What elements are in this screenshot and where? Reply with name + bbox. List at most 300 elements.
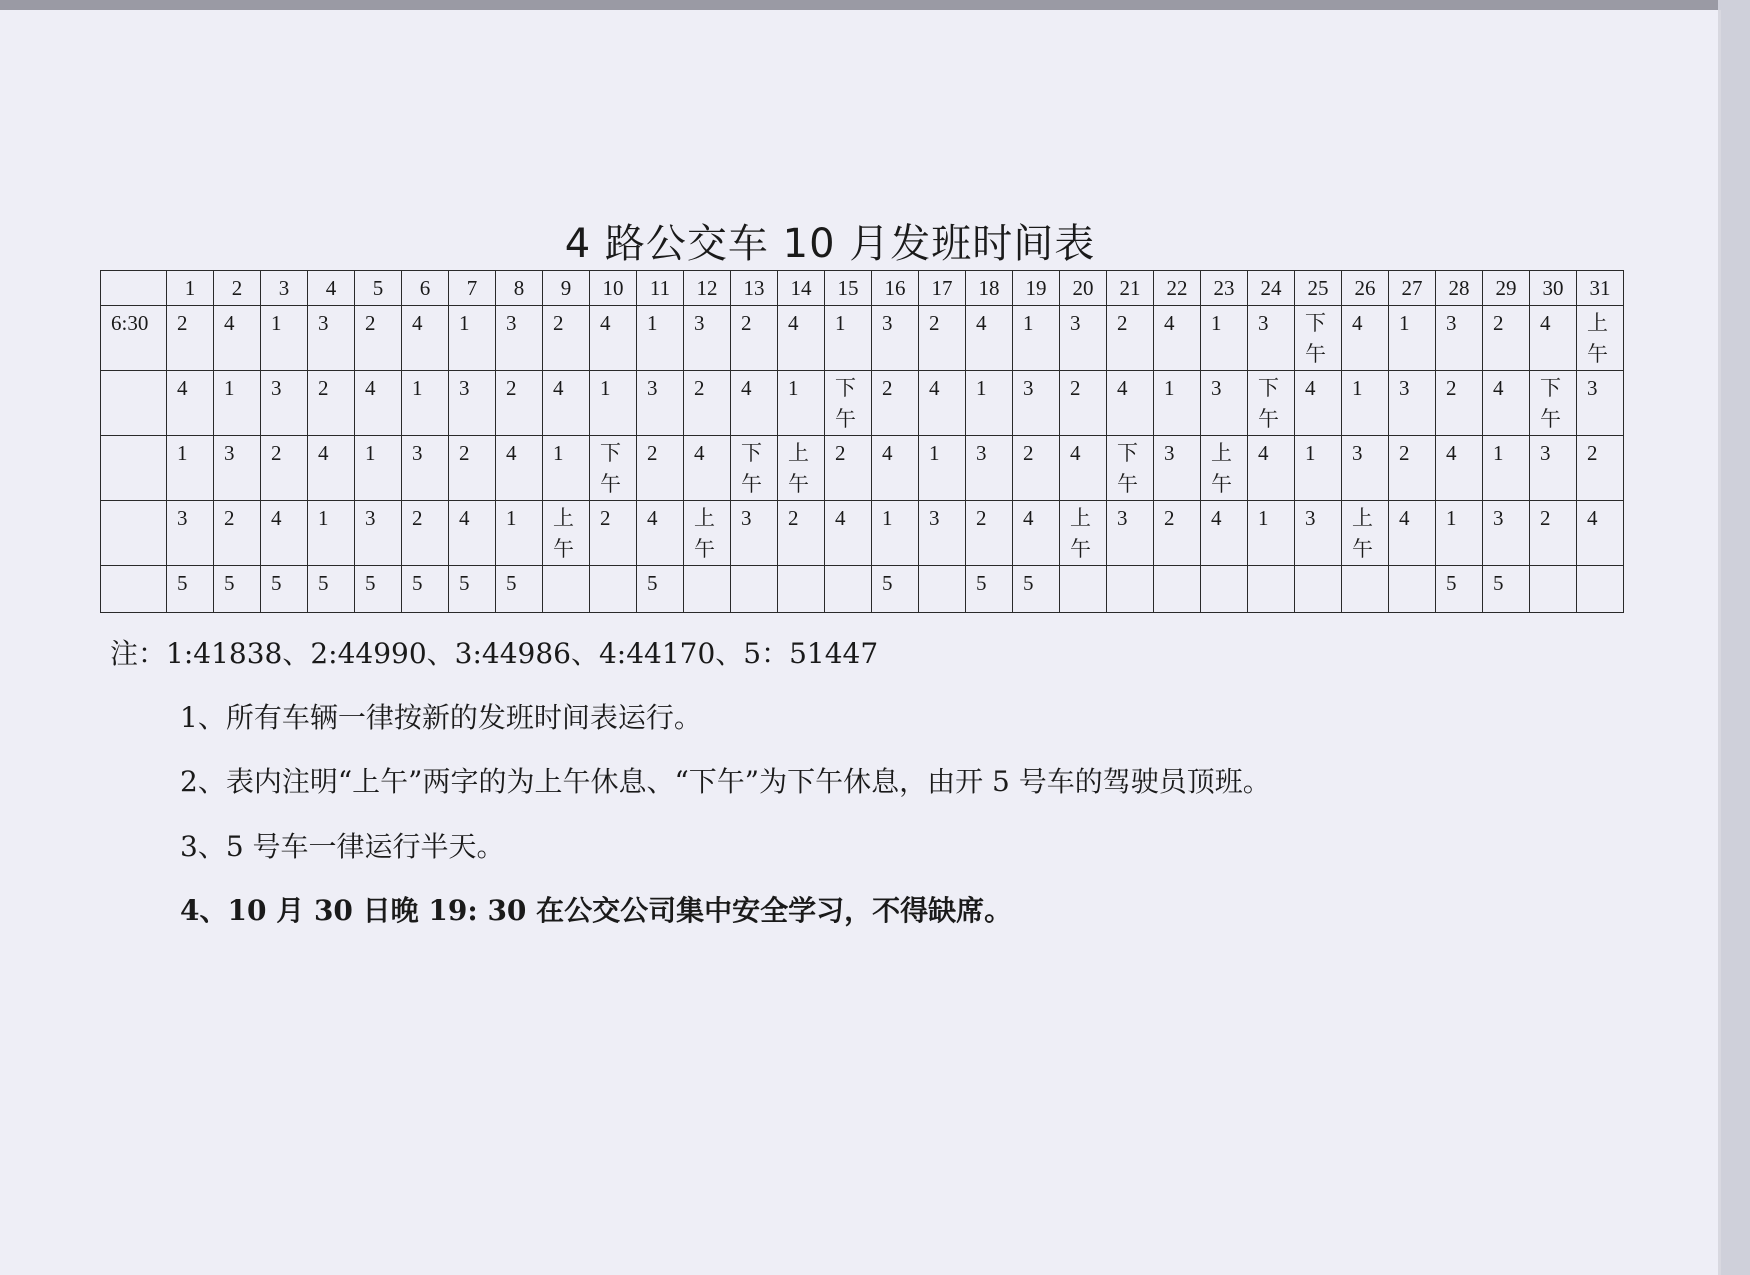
schedule-cell bbox=[1436, 306, 1483, 371]
cell-value: 2 bbox=[1493, 311, 1504, 335]
note-item-2: 2、表内注明“上午”两字的为上午休息、“下午”为下午休息，由开 5 号车的驾驶员顶班。 bbox=[180, 765, 1271, 798]
cell-value: 4 bbox=[224, 311, 235, 335]
schedule-cell bbox=[449, 436, 496, 501]
schedule-cell bbox=[1013, 501, 1060, 566]
cell-value: 3 bbox=[224, 441, 235, 465]
cell-value: 5 bbox=[365, 571, 376, 595]
schedule-cell bbox=[402, 371, 449, 436]
cell-value bbox=[1201, 566, 1247, 568]
schedule-cell bbox=[1577, 371, 1624, 436]
cell-value: 2 bbox=[929, 311, 940, 335]
day-label: 14 bbox=[790, 276, 812, 300]
schedule-cell bbox=[1342, 436, 1389, 501]
schedule-cell bbox=[637, 566, 684, 613]
schedule-cell bbox=[167, 566, 214, 613]
cell-value: 4 bbox=[835, 506, 846, 530]
schedule-cell bbox=[1154, 501, 1201, 566]
cell-value: 3 bbox=[271, 376, 282, 400]
day-label: 6 bbox=[419, 276, 431, 300]
cell-value bbox=[543, 566, 589, 568]
schedule-cell bbox=[402, 501, 449, 566]
day-header-cell bbox=[590, 271, 637, 306]
cell-value: 3 bbox=[882, 311, 893, 335]
cell-value: 5 bbox=[882, 571, 893, 595]
cell-value bbox=[731, 566, 777, 568]
cell-value: 4 bbox=[1117, 376, 1128, 400]
schedule-cell bbox=[543, 566, 590, 613]
schedule-cell bbox=[590, 306, 637, 371]
schedule-cell bbox=[1483, 371, 1530, 436]
day-label: 29 bbox=[1495, 276, 1517, 300]
schedule-cell bbox=[1060, 371, 1107, 436]
day-label: 5 bbox=[372, 276, 384, 300]
cell-value: 1 bbox=[976, 376, 987, 400]
cell-value: 1 bbox=[177, 441, 188, 465]
cell-value: 4 bbox=[1258, 441, 1269, 465]
cell-value: 1 bbox=[318, 506, 329, 530]
cell-value: 上 午 bbox=[1587, 311, 1608, 366]
schedule-cell bbox=[825, 501, 872, 566]
time-cell bbox=[101, 306, 167, 371]
schedule-cell bbox=[402, 306, 449, 371]
cell-value: 4 bbox=[553, 376, 564, 400]
day-header-row bbox=[101, 271, 1624, 306]
schedule-cell bbox=[872, 436, 919, 501]
cell-value: 1 bbox=[271, 311, 282, 335]
day-label: 26 bbox=[1354, 276, 1376, 300]
schedule-cell bbox=[1530, 501, 1577, 566]
schedule-cell bbox=[684, 306, 731, 371]
schedule-cell bbox=[496, 436, 543, 501]
schedule-cell bbox=[1436, 371, 1483, 436]
schedule-cell bbox=[308, 436, 355, 501]
cell-value: 4 bbox=[1493, 376, 1504, 400]
schedule-cell bbox=[684, 566, 731, 613]
schedule-cell bbox=[1013, 436, 1060, 501]
cell-value: 3 bbox=[929, 506, 940, 530]
cell-value: 1 bbox=[1211, 311, 1222, 335]
cell-value: 5 bbox=[459, 571, 470, 595]
schedule-cell bbox=[402, 436, 449, 501]
schedule-cell bbox=[1154, 306, 1201, 371]
day-header-cell bbox=[1201, 271, 1248, 306]
cell-value: 2 bbox=[553, 311, 564, 335]
cell-value: 3 bbox=[1211, 376, 1222, 400]
schedule-cell bbox=[1201, 371, 1248, 436]
schedule-cell bbox=[449, 371, 496, 436]
cell-value: 1 bbox=[929, 441, 940, 465]
schedule-cell bbox=[1389, 306, 1436, 371]
day-label: 21 bbox=[1119, 276, 1141, 300]
schedule-cell bbox=[1248, 371, 1295, 436]
scan-top-edge bbox=[0, 0, 1750, 10]
cell-value: 1 bbox=[1305, 441, 1316, 465]
day-label: 9 bbox=[560, 276, 572, 300]
schedule-cell bbox=[731, 436, 778, 501]
cell-value: 1 bbox=[835, 311, 846, 335]
schedule-row bbox=[101, 501, 1624, 566]
schedule-cell bbox=[778, 371, 825, 436]
cell-value: 2 bbox=[647, 441, 658, 465]
cell-value bbox=[1577, 566, 1623, 568]
cell-value: 2 bbox=[1540, 506, 1551, 530]
cell-value: 5 bbox=[1493, 571, 1504, 595]
cell-value: 4 bbox=[788, 311, 799, 335]
schedule-cell bbox=[1060, 501, 1107, 566]
cell-value: 3 bbox=[694, 311, 705, 335]
day-header-cell bbox=[1013, 271, 1060, 306]
cell-value: 5 bbox=[1023, 571, 1034, 595]
cell-value: 1 bbox=[1258, 506, 1269, 530]
schedule-cell bbox=[1107, 436, 1154, 501]
schedule-cell bbox=[1295, 566, 1342, 613]
cell-value: 4 bbox=[882, 441, 893, 465]
schedule-cell bbox=[1577, 436, 1624, 501]
cell-value: 4 bbox=[459, 506, 470, 530]
day-header-cell bbox=[637, 271, 684, 306]
cell-value: 1 bbox=[1023, 311, 1034, 335]
cell-value: 4 bbox=[1070, 441, 1081, 465]
cell-value: 4 bbox=[318, 441, 329, 465]
day-header-cell bbox=[1295, 271, 1342, 306]
cell-value: 5 bbox=[271, 571, 282, 595]
cell-value: 1 bbox=[365, 441, 376, 465]
cell-value: 上 午 bbox=[1211, 441, 1232, 496]
day-label: 3 bbox=[278, 276, 290, 300]
schedule-cell bbox=[1483, 566, 1530, 613]
schedule-cell bbox=[355, 566, 402, 613]
day-header-cell bbox=[543, 271, 590, 306]
cell-value: 1 bbox=[1446, 506, 1457, 530]
schedule-cell bbox=[1107, 306, 1154, 371]
schedule-cell bbox=[261, 371, 308, 436]
cell-value: 下 午 bbox=[1540, 376, 1561, 431]
schedule-cell bbox=[1107, 566, 1154, 613]
cell-value: 2 bbox=[1164, 506, 1175, 530]
schedule-cell bbox=[1436, 501, 1483, 566]
cell-value bbox=[1154, 566, 1200, 568]
day-header-cell bbox=[919, 271, 966, 306]
cell-value: 3 bbox=[1117, 506, 1128, 530]
schedule-cell bbox=[1483, 501, 1530, 566]
schedule-cell bbox=[637, 436, 684, 501]
schedule-cell bbox=[167, 306, 214, 371]
schedule-cell bbox=[1483, 306, 1530, 371]
cell-value: 4 bbox=[600, 311, 611, 335]
cell-value: 2 bbox=[318, 376, 329, 400]
cell-value: 3 bbox=[1305, 506, 1316, 530]
schedule-cell bbox=[966, 436, 1013, 501]
cell-value bbox=[825, 566, 871, 568]
schedule-cell bbox=[919, 436, 966, 501]
cell-value: 1 bbox=[788, 376, 799, 400]
day-label: 13 bbox=[743, 276, 765, 300]
schedule-cell bbox=[1530, 436, 1577, 501]
notes-bus-numbers: 注：1:41838、2:44990、3:44986、4:44170、5：51447 bbox=[110, 637, 879, 670]
day-header-cell bbox=[167, 271, 214, 306]
note-item-3: 3、5 号车一律运行半天。 bbox=[180, 830, 505, 863]
schedule-cell bbox=[167, 501, 214, 566]
cell-value: 2 bbox=[741, 311, 752, 335]
cell-value: 4 bbox=[976, 311, 987, 335]
cell-value bbox=[684, 566, 730, 568]
cell-value: 1 bbox=[647, 311, 658, 335]
schedule-cell bbox=[214, 306, 261, 371]
cell-value: 1 bbox=[1352, 376, 1363, 400]
day-label: 4 bbox=[325, 276, 337, 300]
schedule-cell bbox=[308, 306, 355, 371]
day-header-cell bbox=[966, 271, 1013, 306]
day-label: 27 bbox=[1401, 276, 1423, 300]
schedule-cell bbox=[1248, 436, 1295, 501]
day-header-cell bbox=[778, 271, 825, 306]
cell-value: 4 bbox=[1305, 376, 1316, 400]
note-item-1: 1、所有车辆一律按新的发班时间表运行。 bbox=[180, 701, 702, 734]
schedule-cell bbox=[1201, 436, 1248, 501]
day-header-cell bbox=[1577, 271, 1624, 306]
time-label bbox=[101, 436, 166, 438]
day-header-cell bbox=[872, 271, 919, 306]
cell-value: 2 bbox=[224, 506, 235, 530]
schedule-cell bbox=[872, 371, 919, 436]
cell-value: 3 bbox=[1587, 376, 1598, 400]
schedule-cell bbox=[355, 306, 402, 371]
cell-value: 2 bbox=[1587, 441, 1598, 465]
cell-value: 下 午 bbox=[835, 376, 856, 431]
cell-value: 1 bbox=[600, 376, 611, 400]
cell-value: 4 bbox=[694, 441, 705, 465]
cell-value: 2 bbox=[271, 441, 282, 465]
cell-value: 2 bbox=[694, 376, 705, 400]
day-header-cell bbox=[214, 271, 261, 306]
schedule-cell bbox=[1248, 306, 1295, 371]
schedule-cell bbox=[1530, 371, 1577, 436]
schedule-row bbox=[101, 306, 1624, 371]
cell-value: 1 bbox=[224, 376, 235, 400]
time-cell bbox=[101, 371, 167, 436]
day-label: 12 bbox=[696, 276, 718, 300]
schedule-cell bbox=[261, 306, 308, 371]
cell-value: 2 bbox=[1023, 441, 1034, 465]
cell-value: 4 bbox=[1446, 441, 1457, 465]
schedule-cell bbox=[731, 501, 778, 566]
cell-value: 4 bbox=[1211, 506, 1222, 530]
day-label: 24 bbox=[1260, 276, 1282, 300]
day-label: 8 bbox=[513, 276, 525, 300]
schedule-cell bbox=[1530, 306, 1577, 371]
cell-value bbox=[1295, 566, 1341, 568]
cell-value: 5 bbox=[224, 571, 235, 595]
schedule-cell bbox=[966, 566, 1013, 613]
schedule-cell bbox=[496, 371, 543, 436]
cell-value bbox=[1530, 566, 1576, 568]
cell-value: 2 bbox=[788, 506, 799, 530]
day-label: 23 bbox=[1213, 276, 1235, 300]
cell-value: 5 bbox=[506, 571, 517, 595]
cell-value: 3 bbox=[1352, 441, 1363, 465]
schedule-cell bbox=[731, 306, 778, 371]
day-header-cell bbox=[308, 271, 355, 306]
schedule-cell bbox=[449, 566, 496, 613]
schedule-cell bbox=[1201, 501, 1248, 566]
day-header-cell bbox=[731, 271, 778, 306]
schedule-cell bbox=[1107, 371, 1154, 436]
day-header-cell bbox=[1248, 271, 1295, 306]
schedule-cell bbox=[1342, 371, 1389, 436]
day-header-cell bbox=[1530, 271, 1577, 306]
cell-value: 3 bbox=[647, 376, 658, 400]
day-header-cell bbox=[402, 271, 449, 306]
cell-value: 4 bbox=[365, 376, 376, 400]
schedule-cell bbox=[1248, 501, 1295, 566]
schedule-cell bbox=[684, 436, 731, 501]
cell-value: 5 bbox=[318, 571, 329, 595]
cell-value: 1 bbox=[882, 506, 893, 530]
time-label bbox=[101, 566, 166, 568]
day-label: 31 bbox=[1589, 276, 1611, 300]
schedule-cell bbox=[1389, 436, 1436, 501]
time-cell bbox=[101, 501, 167, 566]
schedule-cell bbox=[1013, 306, 1060, 371]
day-header-cell bbox=[496, 271, 543, 306]
cell-value bbox=[1248, 566, 1294, 568]
schedule-cell bbox=[919, 566, 966, 613]
cell-value: 2 bbox=[1070, 376, 1081, 400]
schedule-cell bbox=[778, 501, 825, 566]
cell-value bbox=[590, 566, 636, 568]
schedule-cell bbox=[825, 306, 872, 371]
scan-right-edge bbox=[1718, 0, 1750, 1275]
cell-value: 2 bbox=[459, 441, 470, 465]
schedule-cell bbox=[731, 371, 778, 436]
cell-value: 4 bbox=[647, 506, 658, 530]
day-label: 16 bbox=[884, 276, 906, 300]
cell-value: 3 bbox=[1493, 506, 1504, 530]
cell-value bbox=[1342, 566, 1388, 568]
schedule-row bbox=[101, 436, 1624, 501]
schedule-cell bbox=[919, 371, 966, 436]
cell-value: 2 bbox=[506, 376, 517, 400]
cell-value: 4 bbox=[1587, 506, 1598, 530]
cell-value: 下 午 bbox=[1117, 441, 1138, 496]
cell-value: 2 bbox=[365, 311, 376, 335]
schedule-cell bbox=[966, 371, 1013, 436]
cell-value: 3 bbox=[1023, 376, 1034, 400]
cell-value: 3 bbox=[1164, 441, 1175, 465]
cell-value: 下 午 bbox=[600, 441, 621, 496]
cell-value: 4 bbox=[177, 376, 188, 400]
day-header-cell bbox=[1154, 271, 1201, 306]
cell-value: 5 bbox=[976, 571, 987, 595]
cell-value: 5 bbox=[1446, 571, 1457, 595]
schedule-cell bbox=[1060, 436, 1107, 501]
cell-value: 4 bbox=[412, 311, 423, 335]
cell-value: 3 bbox=[1258, 311, 1269, 335]
cell-value: 下 午 bbox=[1305, 311, 1326, 366]
time-label bbox=[101, 371, 166, 373]
schedule-cell bbox=[355, 501, 402, 566]
day-label: 28 bbox=[1448, 276, 1470, 300]
cell-value: 1 bbox=[506, 506, 517, 530]
day-label: 18 bbox=[978, 276, 1000, 300]
schedule-cell bbox=[825, 436, 872, 501]
schedule-cell bbox=[496, 306, 543, 371]
schedule-cell bbox=[1436, 566, 1483, 613]
schedule-cell bbox=[684, 501, 731, 566]
cell-value: 上 午 bbox=[788, 441, 809, 496]
time-label: 6:30 bbox=[111, 311, 149, 335]
cell-value: 上 午 bbox=[553, 506, 574, 561]
cell-value: 3 bbox=[506, 311, 517, 335]
schedule-cell bbox=[590, 371, 637, 436]
time-label bbox=[101, 501, 166, 503]
day-header-cell bbox=[355, 271, 402, 306]
cell-value: 上 午 bbox=[1070, 506, 1091, 561]
schedule-cell bbox=[1295, 501, 1342, 566]
cell-value: 3 bbox=[318, 311, 329, 335]
cell-value bbox=[1060, 566, 1106, 568]
cell-value: 5 bbox=[412, 571, 423, 595]
day-header-cell bbox=[1342, 271, 1389, 306]
cell-value: 下 午 bbox=[741, 441, 762, 496]
schedule-cell bbox=[872, 566, 919, 613]
schedule-cell bbox=[355, 436, 402, 501]
day-label: 17 bbox=[931, 276, 953, 300]
schedule-cell bbox=[637, 306, 684, 371]
day-label: 20 bbox=[1072, 276, 1094, 300]
schedule-cell bbox=[543, 371, 590, 436]
cell-value: 2 bbox=[1399, 441, 1410, 465]
schedule-cell bbox=[1295, 306, 1342, 371]
note-item-4: 4、10 月 30 日晚 19: 30 在公交公司集中安全学习，不得缺席。 bbox=[180, 894, 1013, 927]
cell-value: 1 bbox=[1164, 376, 1175, 400]
schedule-cell bbox=[214, 371, 261, 436]
schedule-cell bbox=[1577, 306, 1624, 371]
day-label: 30 bbox=[1542, 276, 1564, 300]
day-header-cell bbox=[1436, 271, 1483, 306]
schedule-cell bbox=[496, 566, 543, 613]
cell-value: 3 bbox=[1446, 311, 1457, 335]
schedule-row bbox=[101, 566, 1624, 613]
time-cell bbox=[101, 436, 167, 501]
schedule-cell bbox=[919, 501, 966, 566]
schedule-cell bbox=[1577, 566, 1624, 613]
cell-value: 4 bbox=[741, 376, 752, 400]
schedule-cell bbox=[637, 501, 684, 566]
schedule-cell bbox=[1577, 501, 1624, 566]
schedule-cell bbox=[308, 501, 355, 566]
cell-value: 上 午 bbox=[1352, 506, 1373, 561]
day-label: 7 bbox=[466, 276, 478, 300]
schedule-cell bbox=[308, 566, 355, 613]
cell-value: 2 bbox=[1446, 376, 1457, 400]
schedule-cell bbox=[543, 306, 590, 371]
schedule-cell bbox=[167, 436, 214, 501]
cell-value: 2 bbox=[412, 506, 423, 530]
cell-value: 上 午 bbox=[694, 506, 715, 561]
cell-value: 4 bbox=[1540, 311, 1551, 335]
schedule-cell bbox=[1201, 566, 1248, 613]
schedule-cell bbox=[825, 566, 872, 613]
schedule-cell bbox=[1154, 436, 1201, 501]
schedule-cell bbox=[590, 566, 637, 613]
document-title: 4 路公交车 10 月发班时间表 bbox=[564, 221, 1096, 267]
cell-value: 2 bbox=[976, 506, 987, 530]
schedule-cell bbox=[1295, 436, 1342, 501]
cell-value: 下 午 bbox=[1258, 376, 1279, 431]
day-label: 11 bbox=[649, 276, 671, 300]
schedule-cell bbox=[1389, 371, 1436, 436]
